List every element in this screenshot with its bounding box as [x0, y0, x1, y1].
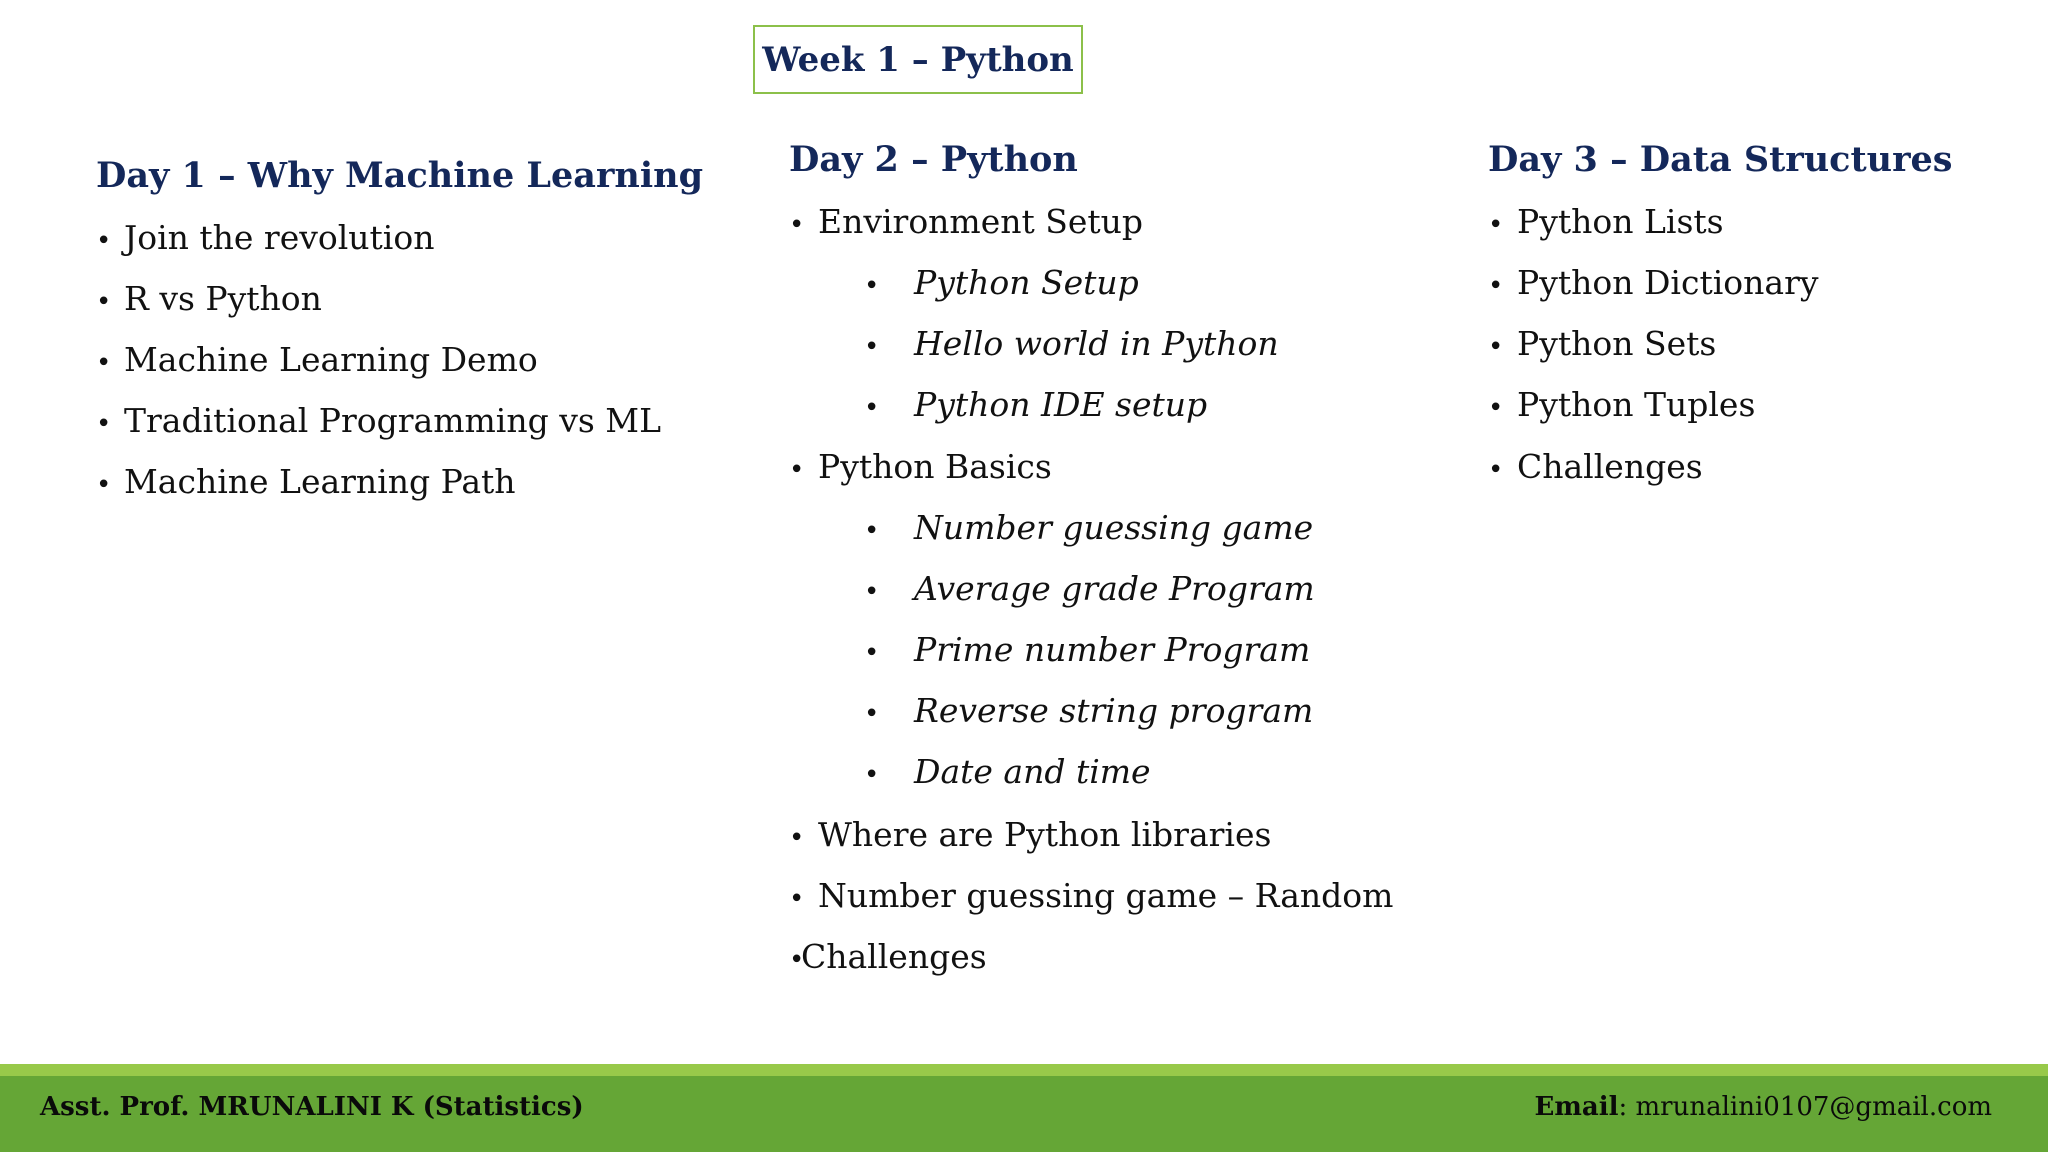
footer-email	[1535, 1092, 1992, 1122]
day2-item-random-game	[789, 876, 1393, 915]
day3-item-tuples	[1488, 385, 1755, 424]
bullet-icon: •	[1488, 393, 1504, 423]
list-item-text: Average grade Program	[914, 569, 1315, 608]
bullet-icon: •	[96, 287, 112, 317]
bullet-icon: •	[1488, 332, 1504, 362]
list-item-text: Hello world in Python	[914, 324, 1279, 363]
list-item-text: Where are Python libraries	[818, 815, 1272, 854]
day2-item-environment-setup	[789, 202, 1143, 241]
day1-item-join-revolution	[96, 218, 435, 257]
bullet-icon: •	[789, 210, 805, 240]
bullet-icon: •	[789, 945, 805, 975]
day2-subitem-ide-setup	[864, 385, 1207, 424]
bullet-icon: •	[864, 638, 880, 668]
list-item-text: Environment Setup	[818, 202, 1144, 241]
bullet-icon: •	[864, 760, 880, 790]
bullet-icon: •	[96, 226, 112, 256]
list-item-text: Python Tuples	[1517, 385, 1756, 424]
bullet-icon: •	[96, 409, 112, 439]
day3-item-dictionary	[1488, 263, 1819, 302]
day1-heading: Day 1 – Why Machine Learning	[96, 155, 704, 196]
list-item-text: Challenges	[801, 937, 987, 976]
day3-heading: Day 3 – Data Structures	[1488, 139, 1953, 180]
day1-item-ml-demo	[96, 340, 538, 379]
day3-item-challenges	[1488, 447, 1703, 486]
list-item-text: Number guessing game – Random	[818, 876, 1394, 915]
day2-subitem-prime-number	[864, 630, 1310, 669]
bullet-icon: •	[1488, 210, 1504, 240]
footer-author: Asst. Prof. MRUNALINI K (Statistics)	[40, 1092, 584, 1122]
list-item-text: Date and time	[914, 752, 1151, 791]
day3-item-sets	[1488, 324, 1716, 363]
week-title: Week 1 – Python	[753, 25, 1083, 94]
day2-subitem-hello-world	[864, 324, 1279, 363]
day2-subitem-reverse-string	[864, 691, 1313, 730]
list-item-text: Machine Learning Demo	[124, 340, 538, 379]
email-address: mrunalini0107@gmail.com	[1635, 1092, 1992, 1122]
bullet-icon: •	[789, 884, 805, 914]
bullet-icon: •	[864, 577, 880, 607]
footer-stripe	[0, 1064, 2048, 1076]
list-item-text: Challenges	[1517, 447, 1703, 486]
list-item-text: Python Sets	[1517, 324, 1717, 363]
bullet-icon: •	[1488, 455, 1504, 485]
day1-item-ml-path	[96, 462, 516, 501]
list-item-text: Python Basics	[818, 447, 1052, 486]
list-item-text: Join the revolution	[124, 218, 435, 257]
bullet-icon: •	[1488, 271, 1504, 301]
bullet-icon: •	[789, 823, 805, 853]
email-label: Email	[1534, 1092, 1619, 1122]
day2-subitem-date-time	[864, 752, 1151, 791]
list-item-text: Python Lists	[1517, 202, 1724, 241]
email-separator: :	[1618, 1092, 1628, 1122]
list-item-text: Python Dictionary	[1517, 263, 1819, 302]
day2-subitem-python-setup	[864, 263, 1139, 302]
list-item-text: Traditional Programming vs ML	[124, 401, 661, 440]
list-item-text: Python Setup	[914, 263, 1139, 302]
day2-item-challenges	[789, 937, 987, 976]
list-item-text: Python IDE setup	[914, 385, 1208, 424]
day2-subitem-average-grade	[864, 569, 1315, 608]
bullet-icon: •	[864, 699, 880, 729]
list-item-text: Prime number Program	[914, 630, 1311, 669]
list-item-text: Number guessing game	[914, 508, 1314, 547]
list-item-text: R vs Python	[124, 279, 322, 318]
bullet-icon: •	[864, 332, 880, 362]
bullet-icon: •	[96, 470, 112, 500]
bullet-icon: •	[864, 516, 880, 546]
list-item-text: Reverse string program	[914, 691, 1314, 730]
bullet-icon: •	[864, 271, 880, 301]
day1-item-traditional-vs-ml	[96, 401, 661, 440]
bullet-icon: •	[96, 348, 112, 378]
day2-subitem-number-guessing	[864, 508, 1313, 547]
bullet-icon: •	[789, 455, 805, 485]
day2-item-python-basics	[789, 447, 1052, 486]
bullet-icon: •	[864, 393, 880, 423]
day2-heading: Day 2 – Python	[789, 139, 1078, 180]
day1-item-r-vs-python	[96, 279, 322, 318]
day2-item-libraries	[789, 815, 1271, 854]
day3-item-lists	[1488, 202, 1724, 241]
list-item-text: Machine Learning Path	[124, 462, 516, 501]
